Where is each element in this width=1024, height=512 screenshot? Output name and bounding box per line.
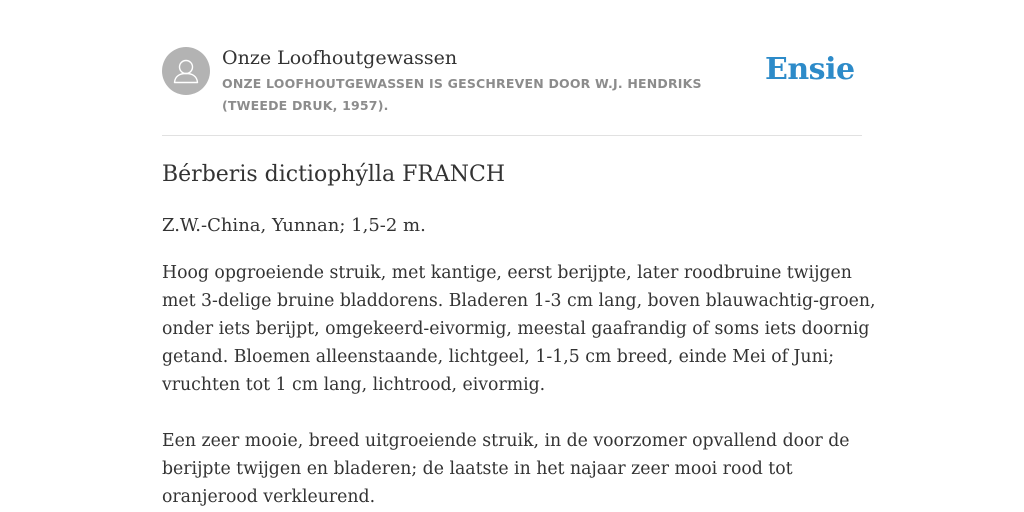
- user-silhouette-icon: [162, 47, 210, 95]
- paragraph-line: oranjerood verkleurend.: [162, 487, 376, 507]
- entry-paragraph-remarks: [162, 427, 862, 511]
- paragraph-line: Hoog opgroeiende struik, met kantige, eerst berijpte, later roodbruine twijgen: [162, 263, 852, 283]
- paragraph-line: vruchten tot 1 cm lang, lichtrood, eivormig.: [162, 375, 546, 395]
- paragraph-line: Een zeer mooie, breed uitgroeiende struik, in de voorzomer opvallend door de: [162, 431, 850, 451]
- source-avatar[interactable]: [162, 47, 210, 95]
- source-title[interactable]: Onze Loofhoutgewassen: [222, 47, 458, 69]
- paragraph-line: getand. Bloemen alleenstaande, lichtgeel, 1-1,5 cm breed, einde Mei of Juni;: [162, 347, 835, 367]
- source-description: ONZE LOOFHOUTGEWASSEN IS GESCHREVEN DOOR W.J. HENDRIKS (TWEEDE DRUK, 1957).: [222, 76, 702, 113]
- ensie-logo[interactable]: Ensie: [765, 52, 855, 87]
- paragraph-line: met 3-delige bruine bladdorens. Bladeren 1-3 cm lang, boven blauwachtig-groen,: [162, 291, 876, 311]
- entry-origin: Z.W.-China, Yunnan; 1,5-2 m.: [162, 215, 426, 236]
- entry-paragraph-description: [162, 259, 876, 399]
- paragraph-line: onder iets berijpt, omgekeerd-eivormig, meestal gaafrandig of soms iets doornig: [162, 319, 870, 339]
- entry-title: Bérberis dictiophýlla FRANCH: [162, 162, 506, 187]
- header-divider: [162, 135, 862, 136]
- paragraph-line: berijpte twijgen en bladeren; de laatste in het najaar zeer mooi rood tot: [162, 459, 793, 479]
- source-header: [162, 46, 862, 116]
